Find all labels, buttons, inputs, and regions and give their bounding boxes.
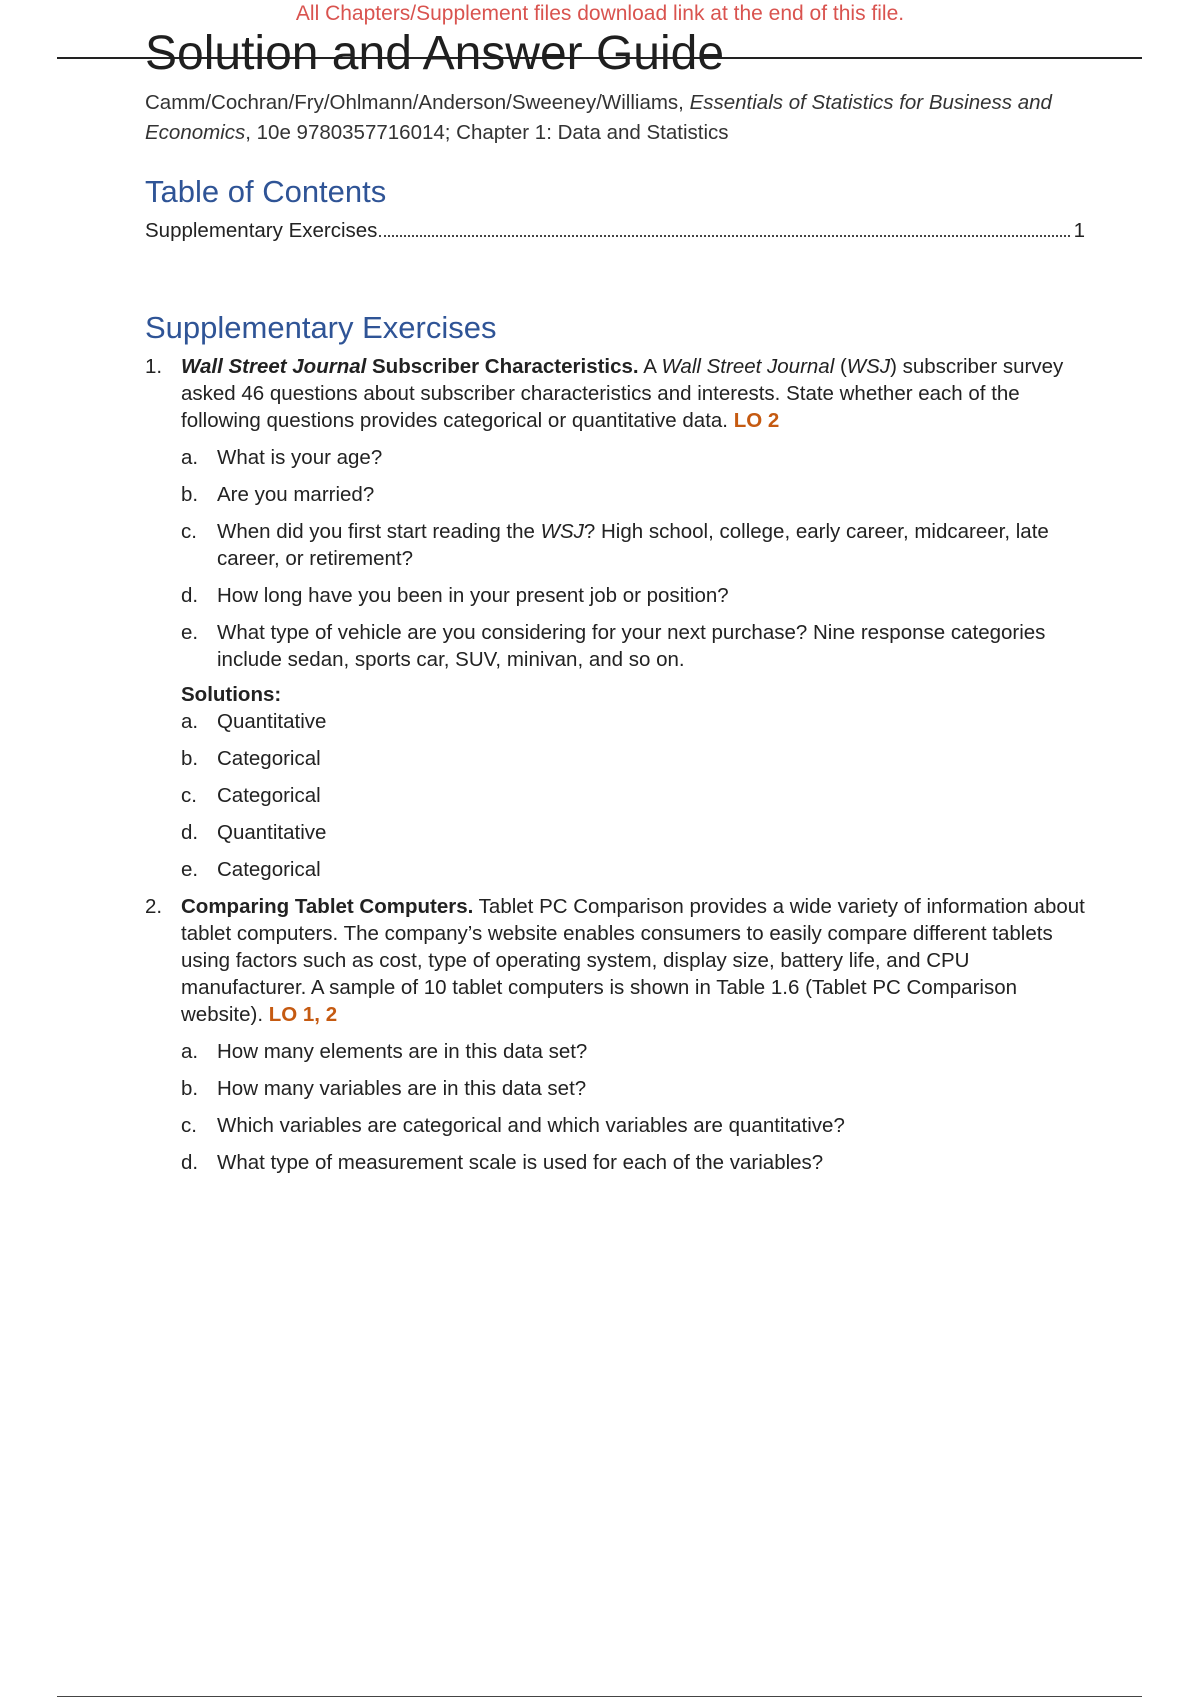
list-item bbox=[181, 1038, 1085, 1065]
part-text: Are you married? bbox=[217, 483, 375, 506]
part-text: How many elements are in this data set? bbox=[217, 1040, 588, 1063]
download-banner[interactable]: All Chapters/Supplement files download link at the end of this file. bbox=[295, 2, 905, 25]
toc-heading: Table of Contents bbox=[145, 174, 387, 209]
solution-letter: c. bbox=[181, 784, 197, 807]
part-letter: c. bbox=[181, 1114, 197, 1137]
list-item bbox=[181, 1112, 1085, 1139]
bottom-rule bbox=[57, 1696, 1142, 1697]
solutions-heading: Solutions: bbox=[181, 683, 282, 706]
authors: Camm/Cochran/Fry/Ohlmann/Anderson/Sweeney/Williams, bbox=[145, 91, 690, 114]
list-item bbox=[181, 481, 1085, 508]
part-letter: e. bbox=[181, 621, 199, 644]
exercise-content bbox=[145, 353, 1085, 1186]
list-item bbox=[181, 708, 1085, 735]
list-item bbox=[181, 856, 1085, 883]
list-item bbox=[181, 819, 1085, 846]
learning-objective: LO 2 bbox=[733, 409, 780, 432]
question-2 bbox=[145, 893, 1085, 1028]
solution-text: Categorical bbox=[217, 858, 321, 881]
part-text: What type of measurement scale is used for each of the variables? bbox=[217, 1151, 824, 1174]
book-title: Essentials of Statistics for Business and Economics bbox=[145, 91, 1052, 144]
part-text: How many variables are in this data set? bbox=[217, 1077, 587, 1100]
question-title: Comparing Tablet Computers. bbox=[181, 895, 474, 918]
part-letter: a. bbox=[181, 446, 199, 469]
list-item bbox=[181, 619, 1085, 673]
question-body: ) subscriber survey asked 46 questions about subscriber characteristics and interests. State whether each of the following questions provides categorical or quantitative data. bbox=[181, 355, 1064, 432]
part-text bbox=[217, 518, 1085, 572]
question-body-italic: WSJ bbox=[846, 355, 891, 378]
part-text: What type of vehicle are you considering for your next purchase? Nine response categories include sedan, sports car, SUV, minivan, and so on. bbox=[217, 621, 1046, 671]
part-letter: d. bbox=[181, 1151, 199, 1174]
solution-text: Quantitative bbox=[217, 821, 327, 844]
question-body: Tablet PC Comparison provides a wide variety of information about tablet computers. The company’s website enables consumers to easily compare different tablets using factors such as cost, type of operating system, display size, battery life, and CPU manufacturer. A sample of 10 tablet computers is shown in Table 1.6 (Tablet PC Comparison website). bbox=[181, 895, 1085, 1026]
part-letter: b. bbox=[181, 483, 199, 506]
part-text-italic: WSJ bbox=[540, 520, 584, 543]
learning-objective: LO 1, 2 bbox=[268, 1003, 338, 1026]
part-text-segment: When did you first start reading the bbox=[217, 520, 541, 543]
list-item bbox=[181, 518, 1085, 572]
solution-letter: e. bbox=[181, 858, 199, 881]
part-letter: b. bbox=[181, 1077, 199, 1100]
question-body: A bbox=[638, 355, 662, 378]
solutions-list bbox=[145, 708, 1085, 883]
question-2-parts bbox=[145, 1038, 1085, 1176]
document-title: Solution and Answer Guide bbox=[145, 27, 725, 80]
question-text bbox=[181, 353, 1085, 434]
solution-letter: b. bbox=[181, 747, 199, 770]
list-item bbox=[181, 782, 1085, 809]
solution-letter: d. bbox=[181, 821, 199, 844]
section-heading: Supplementary Exercises bbox=[145, 310, 497, 345]
list-item bbox=[181, 1075, 1085, 1102]
solution-text: Categorical bbox=[217, 784, 321, 807]
toc-leader-dots bbox=[379, 235, 1069, 237]
question-1-parts bbox=[145, 444, 1085, 673]
part-text: How long have you been in your present job or position? bbox=[217, 584, 729, 607]
question-1 bbox=[145, 353, 1085, 434]
solution-letter: a. bbox=[181, 710, 199, 733]
question-text bbox=[181, 893, 1085, 1028]
list-item bbox=[181, 1149, 1085, 1176]
part-text: What is your age? bbox=[217, 446, 383, 469]
toc-entry-page: 1 bbox=[1073, 219, 1085, 242]
question-body: ( bbox=[834, 355, 847, 378]
document-subtitle bbox=[145, 88, 1085, 148]
list-item bbox=[181, 582, 1085, 609]
toc-entry[interactable] bbox=[145, 219, 1085, 243]
part-letter: c. bbox=[181, 520, 197, 543]
list-item bbox=[181, 444, 1085, 471]
part-letter: a. bbox=[181, 1040, 199, 1063]
solution-text: Quantitative bbox=[217, 710, 327, 733]
question-number: 1. bbox=[145, 355, 163, 378]
question-number: 2. bbox=[145, 895, 163, 918]
solution-text: Categorical bbox=[217, 747, 321, 770]
question-title: Subscriber Characteristics. bbox=[366, 355, 639, 378]
toc-entry-label: Supplementary Exercises bbox=[145, 219, 378, 242]
list-item bbox=[181, 745, 1085, 772]
part-letter: d. bbox=[181, 584, 199, 607]
question-body-italic: Wall Street Journal bbox=[661, 355, 835, 378]
part-text-segment: ? High school, college, early career, midcareer, late career, or retirement? bbox=[217, 520, 1049, 570]
question-title-italic: Wall Street Journal bbox=[181, 355, 367, 378]
edition-info: , 10e 9780357716014; Chapter 1: Data and Statistics bbox=[245, 121, 729, 144]
part-text: Which variables are categorical and which variables are quantitative? bbox=[217, 1114, 845, 1137]
